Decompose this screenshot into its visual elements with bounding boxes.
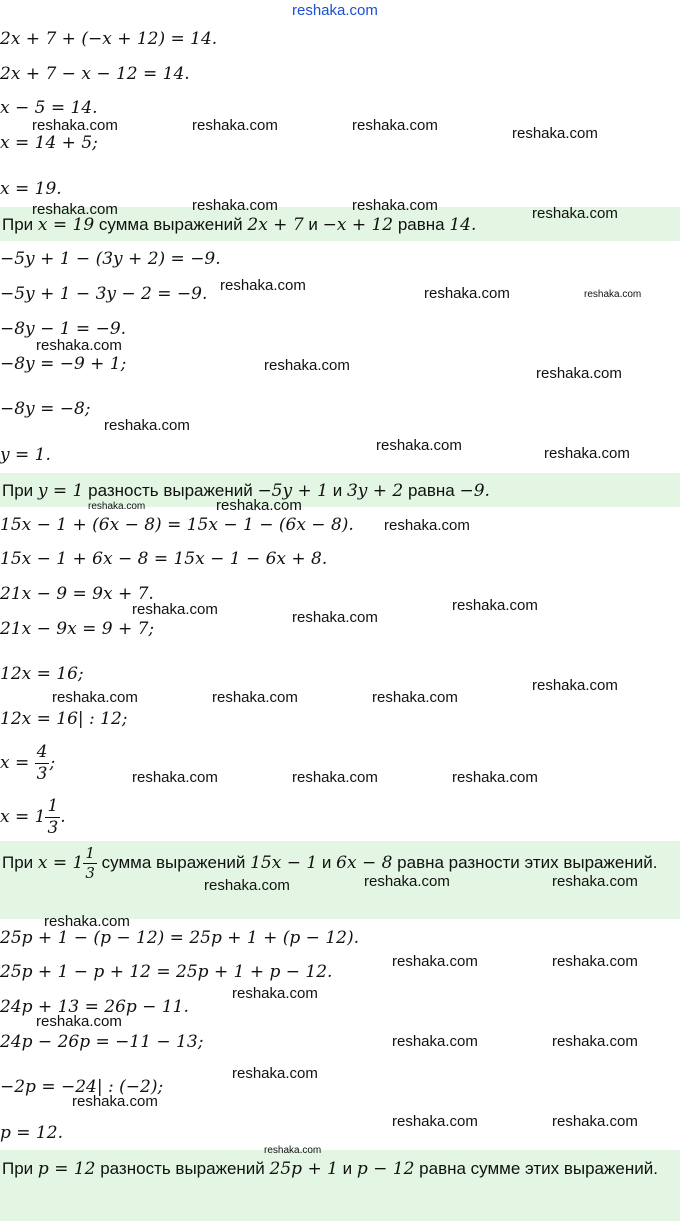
watermark: reshaka.com xyxy=(372,689,458,706)
watermark: reshaka.com xyxy=(584,289,642,300)
watermark: reshaka.com xyxy=(532,205,618,222)
equation-line: −8y = −9 + 1; xyxy=(0,354,127,374)
equation-line: 21x − 9 = 9x + 7. xyxy=(0,584,154,604)
watermark: reshaka.com xyxy=(532,677,618,694)
watermark: reshaka.com xyxy=(292,769,378,786)
watermark: reshaka.com xyxy=(264,357,350,374)
watermark: reshaka.com xyxy=(392,1033,478,1050)
watermark: reshaka.com xyxy=(392,953,478,970)
conclusion-text: При x = 19 сумма выражений 2x + 7 и −x + 12 равна 14. xyxy=(2,215,477,235)
watermark: reshaka.com xyxy=(36,337,122,354)
equation-line: 2x + 7 − x − 12 = 14. xyxy=(0,64,190,84)
conclusion-text: При x = 1 $\frac{1}{3}$ сумма выражений 15x − 1 и 6x − 8 равна разности этих выражений. xyxy=(2,844,658,883)
conclusion-text: При p = 12 разность выражений 25p + 1 и p − 12 равна сумме этих выражений. xyxy=(2,1159,658,1179)
equation-line: y = 1. xyxy=(0,445,51,465)
fraction-line: x = $\frac{4}{3}$ ; xyxy=(0,742,56,784)
equation-line: −2p = −24| : (−2); xyxy=(0,1077,164,1097)
watermark: reshaka.com xyxy=(232,985,318,1002)
equation-line: −8y − 1 = −9. xyxy=(0,319,127,339)
fraction: $\frac{1}{3}$ xyxy=(47,796,59,838)
equation-line: 12x = 16| : 12; xyxy=(0,709,128,729)
watermark: reshaka.com xyxy=(132,601,218,618)
equation-line: 24p + 13 = 26p − 11. xyxy=(0,997,189,1017)
watermark: reshaka.com xyxy=(232,1065,318,1082)
equation-line: 21x − 9x = 9 + 7; xyxy=(0,619,155,639)
equation-line: x = 19. xyxy=(0,179,62,199)
watermark: reshaka.com xyxy=(376,437,462,454)
watermark: reshaka.com xyxy=(352,117,438,134)
equation-line: p = 12. xyxy=(0,1123,63,1143)
watermark: reshaka.com xyxy=(552,1033,638,1050)
watermark: reshaka.com xyxy=(52,689,138,706)
watermark: reshaka.com xyxy=(72,1093,158,1110)
fraction: $\frac{4}{3}$ xyxy=(36,742,48,784)
watermark: reshaka.com xyxy=(212,689,298,706)
watermark: reshaka.com xyxy=(204,877,290,894)
watermark: reshaka.com xyxy=(424,285,510,302)
watermark: reshaka.com xyxy=(364,873,450,890)
fraction: $\frac{1}{3}$ xyxy=(85,844,95,883)
watermark: reshaka.com xyxy=(192,117,278,134)
watermark: reshaka.com xyxy=(552,1113,638,1130)
watermark: reshaka.com xyxy=(220,277,306,294)
watermark: reshaka.com xyxy=(544,445,630,462)
equation-line: −5y + 1 − (3y + 2) = −9. xyxy=(0,249,221,269)
watermark: reshaka.com xyxy=(552,873,638,890)
watermark: reshaka.com xyxy=(104,417,190,434)
equation-line: 12x = 16; xyxy=(0,664,84,684)
equation-line: 25p + 1 − p + 12 = 25p + 1 + p − 12. xyxy=(0,962,333,982)
watermark: reshaka.com xyxy=(264,1145,322,1156)
equation-line: 24p − 26p = −11 − 13; xyxy=(0,1032,204,1052)
equation-line: −5y + 1 − 3y − 2 = −9. xyxy=(0,284,208,304)
watermark: reshaka.com xyxy=(216,497,302,514)
equation-line: 15x − 1 + 6x − 8 = 15x − 1 − 6x + 8. xyxy=(0,549,328,569)
watermark: reshaka.com xyxy=(392,1113,478,1130)
watermark: reshaka.com xyxy=(384,517,470,534)
equation-line: 2x + 7 + (−x + 12) = 14. xyxy=(0,29,218,49)
watermark: reshaka.com xyxy=(292,609,378,626)
equation-line: 25p + 1 − (p − 12) = 25p + 1 + (p − 12). xyxy=(0,928,359,948)
watermark: reshaka.com xyxy=(88,501,146,512)
watermark: reshaka.com xyxy=(36,1013,122,1030)
watermark: reshaka.com xyxy=(512,125,598,142)
watermark: reshaka.com xyxy=(32,117,118,134)
watermark: reshaka.com xyxy=(192,197,278,214)
equation-line: 15x − 1 + (6x − 8) = 15x − 1 − (6x − 8). xyxy=(0,515,354,535)
site-watermark[interactable]: reshaka.com xyxy=(292,2,378,19)
watermark: reshaka.com xyxy=(536,365,622,382)
mixed-number-line: x = 1 $\frac{1}{3}$ . xyxy=(0,796,66,838)
conclusion-text: При y = 1 разность выражений −5y + 1 и 3y + 2 равна −9. xyxy=(2,481,490,501)
watermark: reshaka.com xyxy=(452,597,538,614)
watermark: reshaka.com xyxy=(44,913,130,930)
equation-line: x = 14 + 5; xyxy=(0,133,98,153)
watermark: reshaka.com xyxy=(352,197,438,214)
watermark: reshaka.com xyxy=(552,953,638,970)
equation-line: −8y = −8; xyxy=(0,399,91,419)
watermark: reshaka.com xyxy=(452,769,538,786)
watermark: reshaka.com xyxy=(32,201,118,218)
watermark: reshaka.com xyxy=(132,769,218,786)
equation-line: x − 5 = 14. xyxy=(0,98,98,118)
